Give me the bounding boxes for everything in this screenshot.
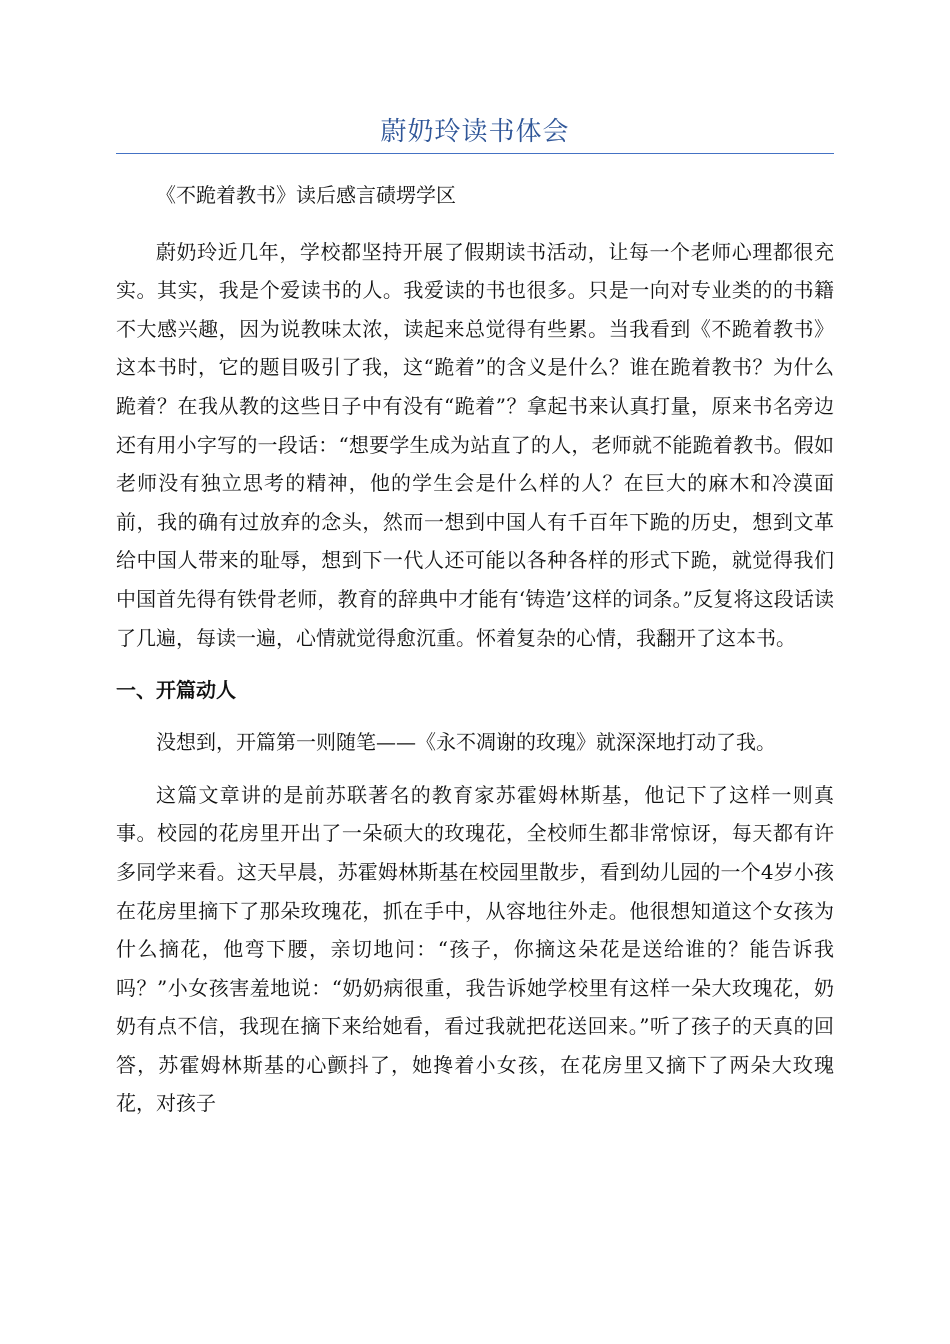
paragraph-opening: 没想到，开篇第一则随笔——《永不凋谢的玫瑰》就深深地打动了我。 (156, 730, 776, 755)
paragraph-story: 这篇文章讲的是前苏联著名的教育家苏霍姆林斯基，他记下了这样一则真事。校园的花房里开出了一朵硕大的玫瑰花，全校师生都非常惊讶，每天都有许多同学来看。这天早晨，苏霍姆林斯基在校园里散步，看到幼儿园的一个4岁小孩在花房里摘下了那朵玫瑰花，抓在手中，从容地往外走。他很想知道这个女孩为什么摘花，他弯下腰，亲切地问：“孩子，你摘这朵花是送给谁的？能告诉我吗？”小女孩害羞地说：“奶奶病很重，我告诉她学校里有这样一朵大玫瑰花，奶奶有点不信，我现在摘下来给她看，看过我就把花送回来。”听了孩子的天真的回答，苏霍姆林斯基的心颤抖了，她搀着小女孩，在花房里又摘下了两朵大玫瑰花，对孩子 (116, 782, 834, 1116)
document-title: 蔚奶玲读书体会 (380, 117, 570, 147)
section-heading-1: 一、开篇动人 (116, 678, 236, 703)
document-subtitle: 《不跪着教书》读后感言碛塄学区 (156, 183, 456, 207)
title-underline (116, 153, 834, 154)
paragraph-intro: 蔚奶玲近几年，学校都坚持开展了假期读书活动，让每一个老师心理都很充实。其实，我是个爱读书的人。我爱读的书也很多。只是一向对专业类的的书籍不大感兴趣，因为说教味太浓，读起来总觉得有些累。当我看到《不跪着教书》这本书时，它的题目吸引了我，这“跪着”的含义是什么？谁在跪着教书？为什么跪着？在我从教的这些日子中有没有“跪着”？拿起书来认真打量，原来书名旁边还有用小字写的一段话：“想要学生成为站直了的人，老师就不能跪着教书。假如老师没有独立思考的精神，他的学生会是什么样的人？在巨大的麻木和冷漠面前，我的确有过放弃的念头，然而一想到中国人有千百年下跪的历史，想到文革给中国人带来的耻辱，想到下一代人还可能以各种各样的形式下跪，就觉得我们中国首先得有铁骨老师，教育的辞典中才能有‘铸造’这样的词条。”反复将这段话读了几遍，每读一遍，心情就觉得愈沉重。怀着复杂的心情，我翻开了这本书。 (116, 239, 834, 650)
document-body (116, 176, 834, 1123)
